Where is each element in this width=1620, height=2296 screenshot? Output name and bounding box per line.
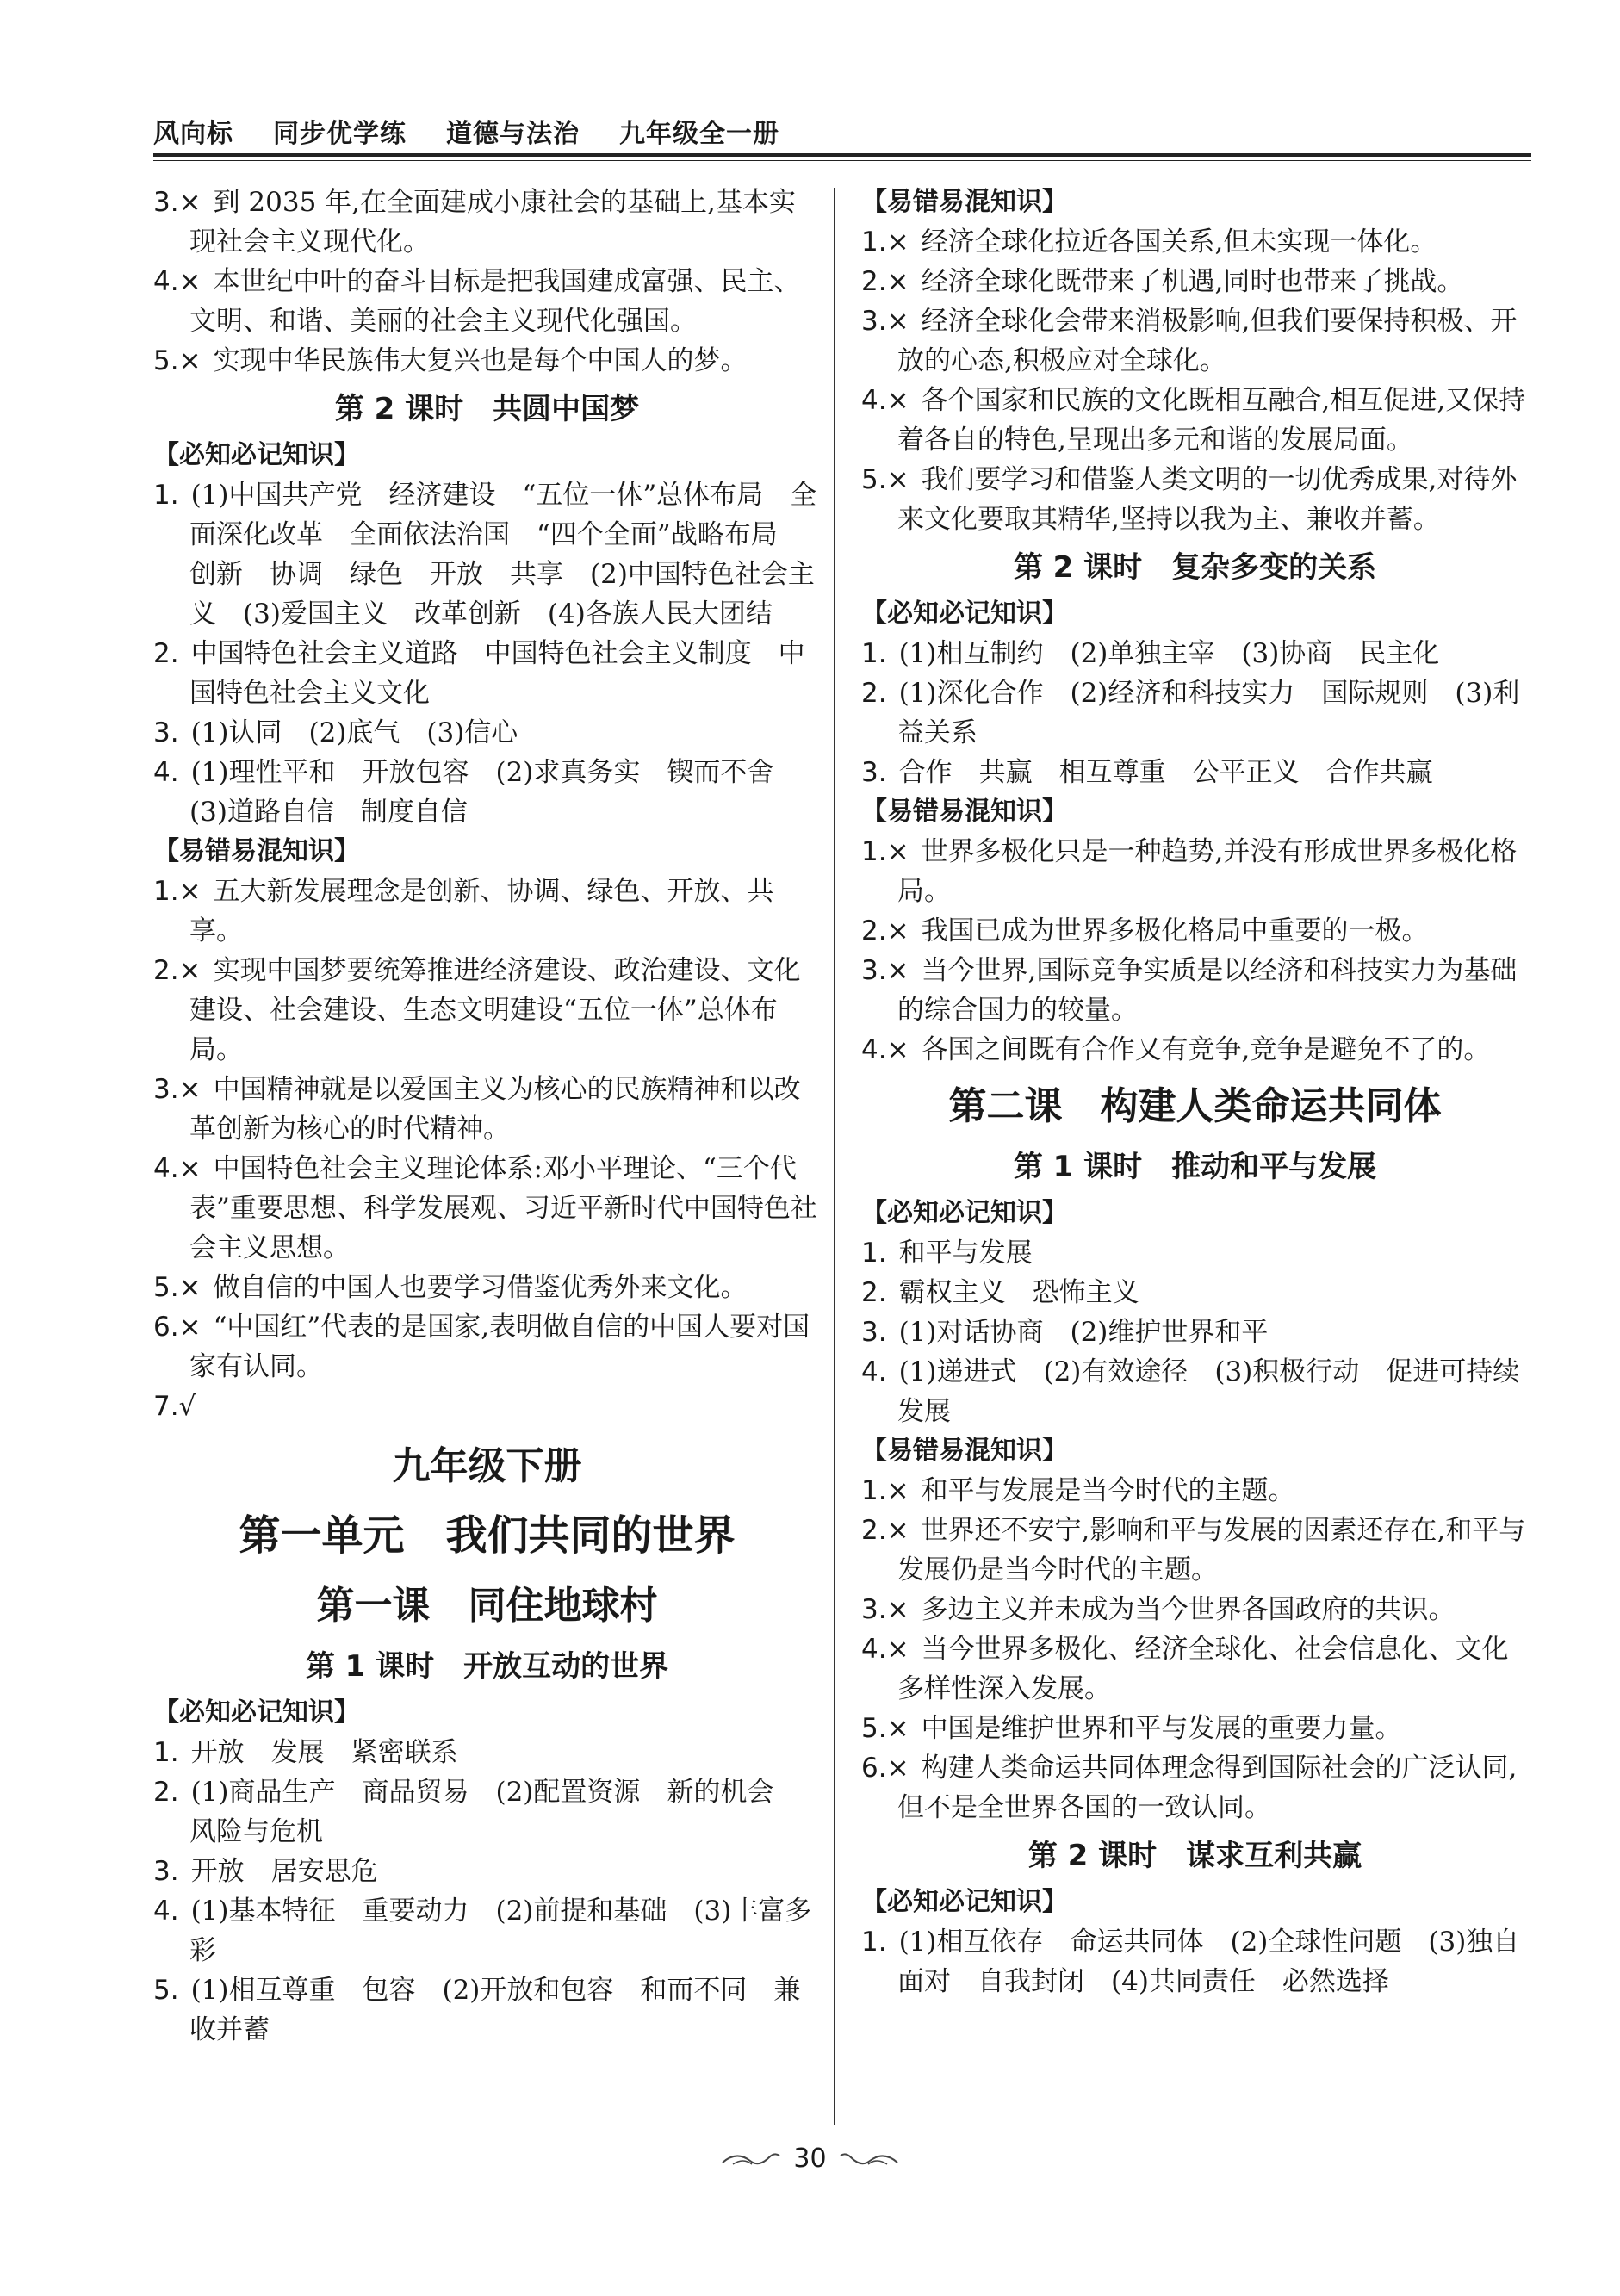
answer-number: 4.× [861, 1634, 909, 1665]
answer-number: 5.× [153, 1272, 202, 1303]
column-divider [834, 188, 835, 2125]
answer-item [153, 183, 821, 262]
lesson-heading: 第 2 课时 共圆中国梦 [334, 392, 640, 426]
answer-number: 3. [861, 757, 887, 788]
answer-item [153, 713, 821, 753]
answer-number: 2.× [861, 1515, 909, 1546]
answer-item [153, 475, 821, 634]
answer-number: 3.× [861, 1594, 909, 1625]
answer-number: 3.× [153, 1074, 202, 1105]
answer-text: 实现中国梦要统筹推进经济建设、政治建设、文化建设、社会建设、生态文明建设“五位一体”总体布局。 [189, 955, 801, 1065]
unit-heading: 第一单元 我们共同的世界 [239, 1511, 736, 1560]
answer-item [153, 872, 821, 951]
answer-text: 到 2035 年,在全面建成小康社会的基础上,基本实现社会主义现代化。 [189, 187, 796, 258]
answer-item [153, 1387, 821, 1426]
answer-text: 本世纪中叶的奋斗目标是把我国建成富强、民主、文明、和谐、美丽的社会主义现代化强国。 [189, 266, 801, 337]
answer-number: 2.× [861, 915, 909, 946]
header-rule-thin [153, 160, 1531, 161]
answer-item [861, 460, 1529, 539]
answer-text: (1)认同 (2)底气 (3)信心 [190, 717, 518, 748]
lesson-heading: 第 1 课时 推动和平与发展 [1013, 1150, 1377, 1184]
right-column [861, 183, 1529, 2001]
answer-number: 6.× [153, 1312, 202, 1343]
answer-text: 开放 发展 紧密联系 [190, 1737, 458, 1768]
answer-item [861, 222, 1529, 262]
answer-item [861, 753, 1529, 792]
answer-text: (1)递进式 (2)有效途径 (3)积极行动 促进可持续发展 [897, 1356, 1520, 1427]
answer-text: 各国之间既有合作又有竞争,竞争是避免不了的。 [921, 1034, 1491, 1065]
answer-item [861, 1629, 1529, 1709]
answer-number: 3.× [153, 187, 202, 218]
answer-number: 4.× [153, 266, 202, 297]
section-tag: 【易错易混知识】 [861, 797, 1068, 827]
answer-number: 5.× [861, 464, 909, 495]
answer-number: 1. [153, 1737, 179, 1768]
answer-item [861, 1471, 1529, 1511]
answer-text: 经济全球化既带来了机遇,同时也带来了挑战。 [921, 266, 1464, 297]
answer-item [861, 911, 1529, 951]
answer-text: 经济全球化会带来消极影响,但我们要保持积极、开放的心态,积极应对全球化。 [897, 306, 1518, 376]
answer-number: 1. [861, 1238, 887, 1269]
answer-item [861, 381, 1529, 460]
answer-number: 6.× [861, 1753, 909, 1784]
answer-text: 霸权主义 恐怖主义 [898, 1277, 1139, 1308]
answer-item [861, 262, 1529, 301]
answer-text: (1)深化合作 (2)经济和科技实力 国际规则 (3)利益关系 [897, 678, 1520, 748]
answer-item [153, 1891, 821, 1970]
answer-item [153, 634, 821, 713]
answer-item [153, 1970, 821, 2050]
left-column [153, 183, 821, 2050]
answer-item [153, 1149, 821, 1268]
section-tag: 【易错易混知识】 [153, 836, 360, 866]
book-heading: 九年级下册 [392, 1444, 582, 1488]
answer-item [861, 301, 1529, 381]
answer-text: 合作 共赢 相互尊重 公平正义 合作共赢 [898, 757, 1433, 788]
answer-number: 3.× [861, 306, 909, 337]
section-tag: 【易错易混知识】 [861, 1436, 1068, 1466]
header-series: 风向标 [153, 119, 233, 149]
answer-number: 1.× [861, 836, 909, 867]
header-subject: 道德与法治 [446, 119, 580, 149]
section-tag: 【易错易混知识】 [861, 187, 1068, 217]
answer-text: 经济全球化拉近各国关系,但未实现一体化。 [921, 226, 1437, 258]
answer-number: 3.× [861, 955, 909, 986]
answer-item [861, 634, 1529, 673]
answer-text: (1)基本特征 重要动力 (2)前提和基础 (3)丰富多彩 [189, 1896, 812, 1966]
answer-text: (1)对话协商 (2)维护世界和平 [898, 1317, 1269, 1348]
footer-ornament-right-icon [839, 2145, 899, 2171]
answer-text: 实现中华民族伟大复兴也是每个中国人的梦。 [213, 345, 748, 376]
answer-item [861, 1922, 1529, 2001]
answer-text: (1)商品生产 商品贸易 (2)配置资源 新的机会 风险与危机 [189, 1777, 801, 1847]
page-footer [0, 2132, 1620, 2184]
answer-text: 各个国家和民族的文化既相互融合,相互促进,又保持着各自的特色,呈现出多元和谐的发展局面。 [897, 385, 1526, 456]
section-tag: 【必知必记知识】 [861, 1887, 1068, 1917]
answer-text: (1)中国共产党 经济建设 “五位一体”总体布局 全面深化改革 全面依法治国 “四个全面”战略布局 创新 协调 绿色 开放 共享 (2)中国特色社会主义 (3)爱国主义 改革创新 (4)各族人民大团结 [189, 480, 817, 630]
section-tag: 【必知必记知识】 [153, 440, 360, 470]
answer-number: 5. [153, 1975, 179, 2006]
answer-text: 和平与发展 [898, 1238, 1033, 1269]
course-heading: 第一课 同住地球村 [316, 1584, 658, 1628]
answer-item [861, 673, 1529, 753]
answer-number: 1. [861, 638, 887, 669]
answer-number: 5.× [861, 1713, 909, 1744]
footer-ornament-left-icon [721, 2145, 781, 2171]
answer-item [861, 1511, 1529, 1590]
answer-number: 3. [153, 717, 179, 748]
lesson-heading: 第 2 课时 复杂多变的关系 [1013, 550, 1377, 585]
answer-item [861, 1312, 1529, 1352]
lesson-heading: 第 2 课时 谋求互利共赢 [1027, 1839, 1362, 1873]
answer-number: 1. [861, 1927, 887, 1958]
running-header [153, 112, 1531, 150]
answer-text: 我们要学习和借鉴人类文明的一切优秀成果,对待外来文化要取其精华,坚持以我为主、兼收并蓄。 [897, 464, 1518, 535]
answer-item [153, 1772, 821, 1852]
answer-number: 4.× [153, 1153, 202, 1184]
answer-text: 做自信的中国人也要学习借鉴优秀外来文化。 [213, 1272, 748, 1303]
answer-text: 当今世界多极化、经济全球化、社会信息化、文化多样性深入发展。 [897, 1634, 1509, 1704]
page-number: 30 [793, 2143, 827, 2174]
answer-text: 我国已成为世界多极化格局中重要的一极。 [921, 915, 1429, 946]
header-book: 同步优学练 [273, 119, 407, 149]
answer-item [153, 1733, 821, 1772]
answer-item [861, 1233, 1529, 1273]
header-rule-thick [153, 153, 1531, 157]
answer-number: 2. [861, 1277, 887, 1308]
answer-number: 7.√ [153, 1391, 196, 1422]
answer-item [153, 341, 821, 381]
answer-item [153, 753, 821, 832]
answer-text: (1)相互尊重 包容 (2)开放和包容 和而不同 兼收并蓄 [189, 1975, 801, 2045]
answer-text: 构建人类命运共同体理念得到国际社会的广泛认同,但不是全世界各国的一致认同。 [897, 1753, 1518, 1823]
answer-item [861, 1748, 1529, 1827]
answer-number: 4.× [861, 1034, 909, 1065]
header-grade: 九年级全一册 [619, 119, 779, 149]
answer-text: 世界多极化只是一种趋势,并没有形成世界多极化格局。 [897, 836, 1518, 907]
answer-item [153, 1307, 821, 1387]
answer-text: 当今世界,国际竞争实质是以经济和科技实力为基础的综合国力的较量。 [897, 955, 1518, 1026]
answer-text: 中国特色社会主义道路 中国特色社会主义制度 中国特色社会主义文化 [189, 638, 805, 709]
answer-number: 1.× [861, 226, 909, 258]
answer-item [861, 1352, 1529, 1431]
answer-number: 4. [861, 1356, 887, 1387]
answer-number: 3. [153, 1856, 179, 1887]
answer-text: 开放 居安思危 [190, 1856, 378, 1887]
answer-item [861, 1709, 1529, 1748]
section-tag: 【必知必记知识】 [153, 1697, 360, 1728]
answer-number: 3. [861, 1317, 887, 1348]
answer-number: 1.× [153, 876, 202, 907]
answer-number: 2. [153, 638, 179, 669]
answer-item [861, 951, 1529, 1030]
answer-text: 五大新发展理念是创新、协调、绿色、开放、共享。 [189, 876, 774, 946]
course-heading: 第二课 构建人类命运共同体 [948, 1084, 1442, 1128]
answer-number: 5.× [153, 345, 202, 376]
answer-text: (1)相互制约 (2)单独主宰 (3)协商 民主化 [898, 638, 1440, 669]
section-tag: 【必知必记知识】 [861, 1198, 1068, 1228]
answer-text: 世界还不安宁,影响和平与发展的因素还存在,和平与发展仍是当今时代的主题。 [897, 1515, 1526, 1585]
answer-item [153, 1268, 821, 1307]
answer-text: 中国精神就是以爱国主义为核心的民族精神和以改革创新为核心的时代精神。 [189, 1074, 801, 1145]
answer-text: (1)相互依存 命运共同体 (2)全球性问题 (3)独自面对 自我封闭 (4)共同责任 必然选择 [897, 1927, 1520, 1997]
answer-item [861, 1030, 1529, 1070]
answer-text: 多边主义并未成为当今世界各国政府的共识。 [921, 1594, 1456, 1625]
answer-number: 4. [153, 757, 179, 788]
answer-item [153, 1070, 821, 1149]
section-tag: 【必知必记知识】 [861, 599, 1068, 629]
answer-number: 4.× [861, 385, 909, 416]
answer-text: 中国特色社会主义理论体系:邓小平理论、“三个代表”重要思想、科学发展观、习近平新时代中国特色社会主义思想。 [189, 1153, 817, 1263]
answer-item [153, 951, 821, 1070]
answer-number: 1. [153, 480, 179, 511]
answer-item [861, 1273, 1529, 1312]
answer-number: 2.× [153, 955, 202, 986]
answer-number: 4. [153, 1896, 179, 1927]
answer-number: 2. [153, 1777, 179, 1808]
answer-number: 2. [861, 678, 887, 709]
answer-number: 2.× [861, 266, 909, 297]
answer-item [153, 1852, 821, 1891]
answer-text: “中国红”代表的是国家,表明做自信的中国人要对国家有认同。 [189, 1312, 810, 1382]
answer-item [861, 1590, 1529, 1629]
answer-item [861, 832, 1529, 911]
answer-text: 和平与发展是当今时代的主题。 [921, 1475, 1295, 1506]
answer-text: 中国是维护世界和平与发展的重要力量。 [921, 1713, 1402, 1744]
answer-number: 1.× [861, 1475, 909, 1506]
answer-item [153, 262, 821, 341]
answer-text: (1)理性平和 开放包容 (2)求真务实 锲而不舍 (3)道路自信 制度自信 [189, 757, 801, 828]
lesson-heading: 第 1 课时 开放互动的世界 [305, 1649, 669, 1684]
